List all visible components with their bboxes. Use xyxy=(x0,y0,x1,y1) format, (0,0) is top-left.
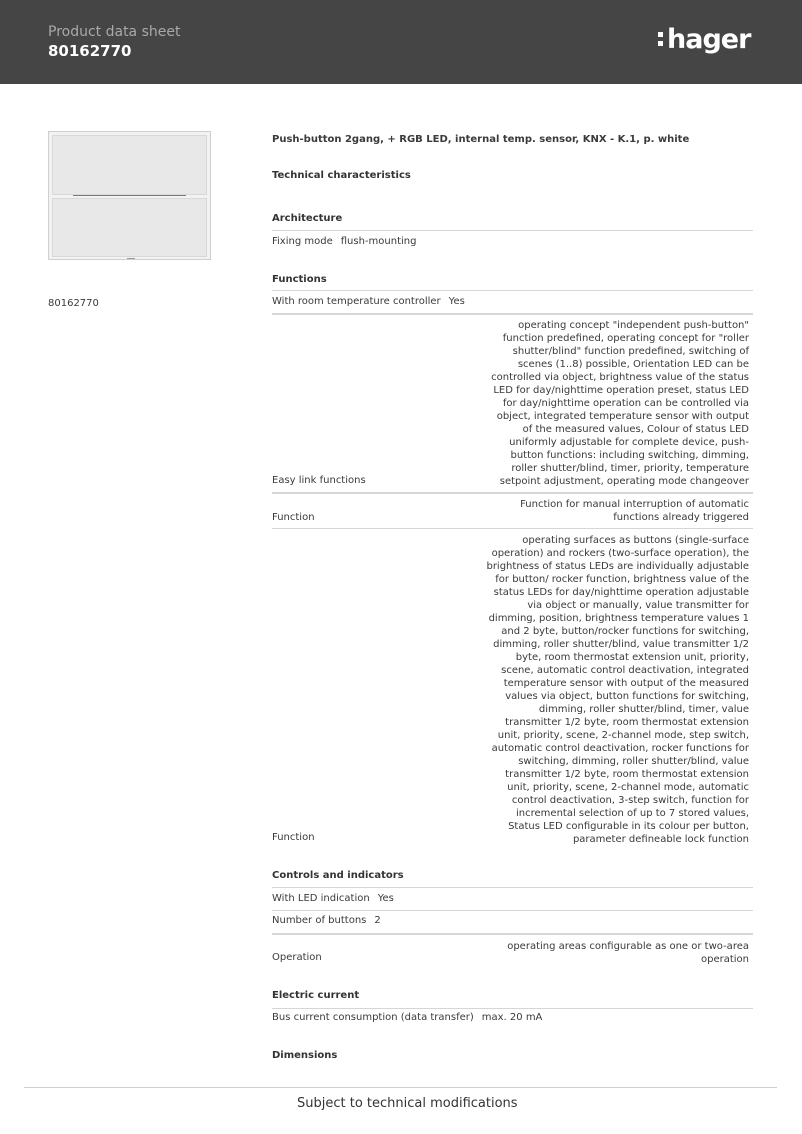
led-slot xyxy=(73,195,186,196)
divider xyxy=(272,230,753,231)
product-number: 80162770 xyxy=(48,42,132,60)
architecture-heading: Architecture xyxy=(272,213,343,224)
buttons-row xyxy=(272,915,753,926)
hager-logo xyxy=(658,24,750,55)
easy-link-row xyxy=(272,319,753,487)
easy-link-value: operating concept "independent push-button" function predefined, operating concept for "roller shutter/blind" function predefined, switching of scenes (1..8) possible, Orientation LED can be controlled via object, brightness value of the status LED for day/nighttime operation preset, status LED for day/nighttime operation can be controlled via object, integrated temperature sensor with output of the measured values, Colour of status LED uniformly adjustable for complete device, push-button functions: including switching, dimming, roller shutter/blind, timer, priority, temperature setpoint adjustment, operating mode changeover xyxy=(491,320,749,487)
upper-rocker xyxy=(52,135,207,195)
function-1-label: Function xyxy=(272,512,315,523)
controls-heading: Controls and indicators xyxy=(272,870,404,881)
easy-link-label: Easy link functions xyxy=(272,475,366,486)
divider xyxy=(272,313,753,315)
footer-text: Subject to technical modifications xyxy=(297,1096,518,1111)
tech-heading: Technical characteristics xyxy=(272,170,411,181)
logo-text: hager xyxy=(667,24,751,55)
led-indication-row xyxy=(272,893,753,904)
side-product-number: 80162770 xyxy=(48,298,99,309)
buttons-value: 2 xyxy=(374,915,381,926)
operation-row xyxy=(272,940,753,966)
led-indication-label: With LED indication xyxy=(272,893,370,904)
divider xyxy=(272,910,753,911)
fixing-mode-value: flush-mounting xyxy=(340,236,417,247)
operation-label: Operation xyxy=(272,952,322,963)
product-image xyxy=(48,131,211,260)
room-controller-label: With room temperature controller xyxy=(272,296,441,307)
bus-current-label: Bus current consumption (data transfer) xyxy=(272,1012,474,1023)
fixing-mode-row xyxy=(272,236,753,247)
bus-current-value: max. 20 mA xyxy=(481,1012,543,1023)
divider xyxy=(272,933,753,935)
lower-rocker xyxy=(52,198,207,257)
operation-value: operating areas configurable as one or two-area operation xyxy=(507,941,749,965)
room-controller-row xyxy=(272,296,753,307)
page-header xyxy=(0,0,802,84)
divider xyxy=(272,492,753,494)
function-2-label: Function xyxy=(272,832,315,843)
room-controller-value: Yes xyxy=(448,296,465,307)
function-row-1 xyxy=(272,498,753,524)
divider xyxy=(272,290,753,291)
function-1-value: Function for manual interruption of automatic functions already triggered xyxy=(520,499,749,523)
electric-heading: Electric current xyxy=(272,990,360,1001)
fixing-mode-label: Fixing mode xyxy=(272,236,333,247)
bus-current-row xyxy=(272,1012,753,1023)
document-type: Product data sheet xyxy=(48,24,181,40)
logo-dots-icon xyxy=(658,26,664,48)
divider xyxy=(272,528,753,529)
functions-heading: Functions xyxy=(272,274,327,285)
led-indication-value: Yes xyxy=(377,893,394,904)
dimensions-heading: Dimensions xyxy=(272,1050,338,1061)
bottom-notch xyxy=(127,258,135,259)
buttons-label: Number of buttons xyxy=(272,915,367,926)
divider xyxy=(272,887,753,888)
function-row-2 xyxy=(272,534,753,844)
product-title: Push-button 2gang, + RGB LED, internal temp. sensor, KNX - K.1, p. white xyxy=(272,134,690,145)
footer-divider xyxy=(24,1087,777,1088)
function-2-value: operating surfaces as buttons (single-surface operation) and rockers (two-surface operation), the brightness of status LEDs are individually adjustable for button/ rocker function, brightness value of the status LEDs for day/nighttime operation adjustable via object or manually, value transmitter for dimming, position, brightness temperature values 1 and 2 byte, button/rocker functions for switching, dimming, roller shutter/blind, value transmitter 1/2 byte, room thermostat extension unit, priority, scene, automatic control deactivation, integrated temperature sensor with output of the measured values via object, button functions for switching, dimming, roller shutter/blind, timer, value transmitter 1/2 byte, room thermostat extension unit, priority, scene, 2-channel mode, step switch, automatic control deactivation, rocker functions for switching, dimming, roller shutter/blind, value transmitter 1/2 byte, room thermostat extension unit, priority, scene, 2-channel mode, automatic control deactivation, 3-step switch, function for incremental selection of up to 7 stored values, Status LED configurable in its colour per button, parameter defineable lock function xyxy=(486,535,749,845)
divider xyxy=(272,1008,753,1009)
